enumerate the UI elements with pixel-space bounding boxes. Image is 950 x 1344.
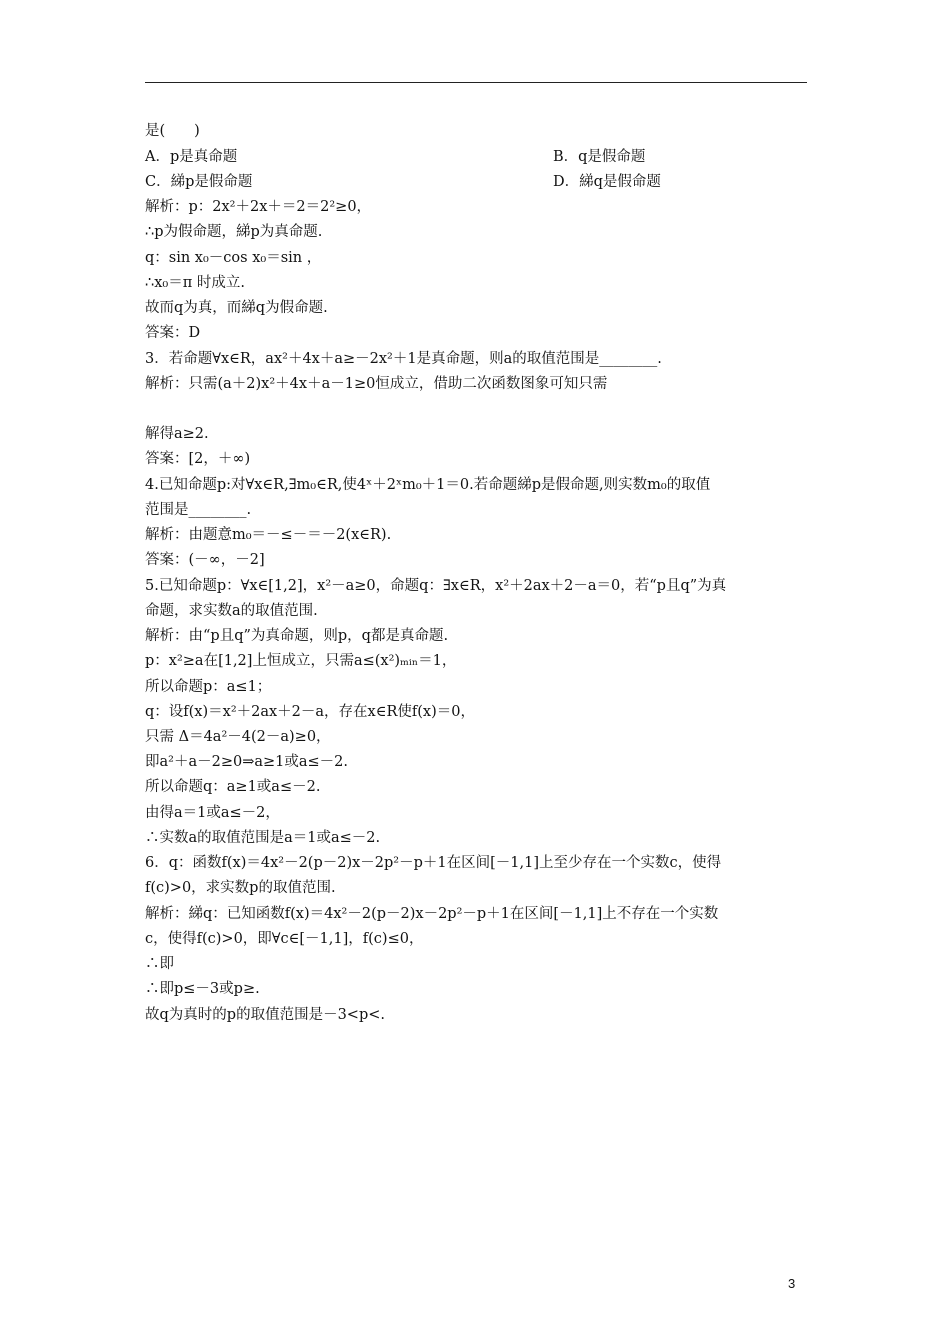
- text-line: 所以命题p：a≤1；: [145, 679, 272, 695]
- option-d: D．綈q是假命题: [553, 174, 661, 190]
- text-line: p：x²≥a在[1,2]上恒成立，只需a≤(x²)ₘᵢₙ＝1，: [145, 653, 457, 669]
- text-line: 是( ): [145, 123, 200, 139]
- text-line: ∴x₀＝π 时成立.: [145, 275, 245, 291]
- text-line: ∴即: [145, 956, 174, 972]
- text-line: 故而q为真，而綈q为假命题.: [145, 300, 328, 316]
- text-line: 由得a＝1或a≤－2，: [145, 805, 280, 821]
- text-line: c，使得f(c)>0，即∀c∈[－1,1]，f(c)≤0，: [145, 931, 424, 947]
- text-line: ∴p为假命题，綈p为真命题.: [145, 224, 323, 240]
- option-a: A．p是真命题: [145, 149, 238, 165]
- text-line: 解析：綈q：已知函数f(x)＝4x²－2(p－2)x－2p²－p＋1在区间[－1,1]上不存在一个实数: [145, 906, 719, 922]
- text-line: q：sin x₀－cos x₀＝sin ，: [145, 250, 322, 266]
- text-line: 解析：由题意m₀＝－≤－＝－2(x∈R).: [145, 527, 392, 543]
- page-number: 3: [788, 1276, 796, 1291]
- text-line: 所以命题q：a≥1或a≤－2.: [145, 779, 321, 795]
- question-6: 6．q：函数f(x)＝4x²－2(p－2)x－2p²－p＋1在区间[－1,1]上至少存在一个实数c，使得: [145, 855, 722, 871]
- text-line: ∴实数a的取值范围是a＝1或a≤－2.: [145, 830, 381, 846]
- text-line: 范围是________.: [145, 502, 252, 518]
- question-3: 3．若命题∀x∈R，ax²＋4x＋a≥－2x²＋1是真命题，则a的取值范围是________.: [145, 351, 662, 367]
- text-line: 解析：p：2x²＋2x＋＝2＝2²≥0，: [145, 199, 372, 215]
- question-5: 5.已知命题p：∀x∈[1,2]，x²－a≥0，命题q：∃x∈R，x²＋2ax＋2－a＝0，若“p且q”为真: [145, 578, 727, 594]
- option-c: C．綈p是假命题: [145, 174, 253, 190]
- question-4: 4.已知命题p:对∀x∈R,∃m₀∈R,使4ˣ＋2ˣm₀＋1＝0.若命题綈p是假命题,则实数m₀的取值: [145, 477, 711, 493]
- text-line: 解析：由“p且q”为真命题，则p，q都是真命题.: [145, 628, 449, 644]
- text-line: 命题，求实数a的取值范围.: [145, 603, 318, 619]
- option-b: B．q是假命题: [553, 149, 646, 165]
- text-line: ∴即p≤－3或p≥.: [145, 981, 260, 997]
- answer-line: 答案：(－∞，－2]: [145, 552, 265, 568]
- answer-line: 答案：D: [145, 325, 201, 341]
- text-line: f(c)>0，求实数p的取值范围.: [145, 880, 336, 896]
- text-line: 故q为真时的p的取值范围是－3<p<.: [145, 1007, 385, 1023]
- text-line: 只需 Δ＝4a²－4(2－a)≥0，: [145, 729, 331, 745]
- text-line: 解析：只需(a＋2)x²＋4x＋a－1≥0恒成立，借助二次函数图象可知只需: [145, 376, 608, 392]
- header-rule: [145, 82, 807, 83]
- text-line: q：设f(x)＝x²＋2ax＋2－a，存在x∈R使f(x)＝0，: [145, 704, 475, 720]
- text-line: 即a²＋a－2≥0⇒a≥1或a≤－2.: [145, 754, 348, 770]
- text-line: 解得a≥2.: [145, 426, 209, 442]
- answer-line: 答案：[2，＋∞): [145, 451, 251, 467]
